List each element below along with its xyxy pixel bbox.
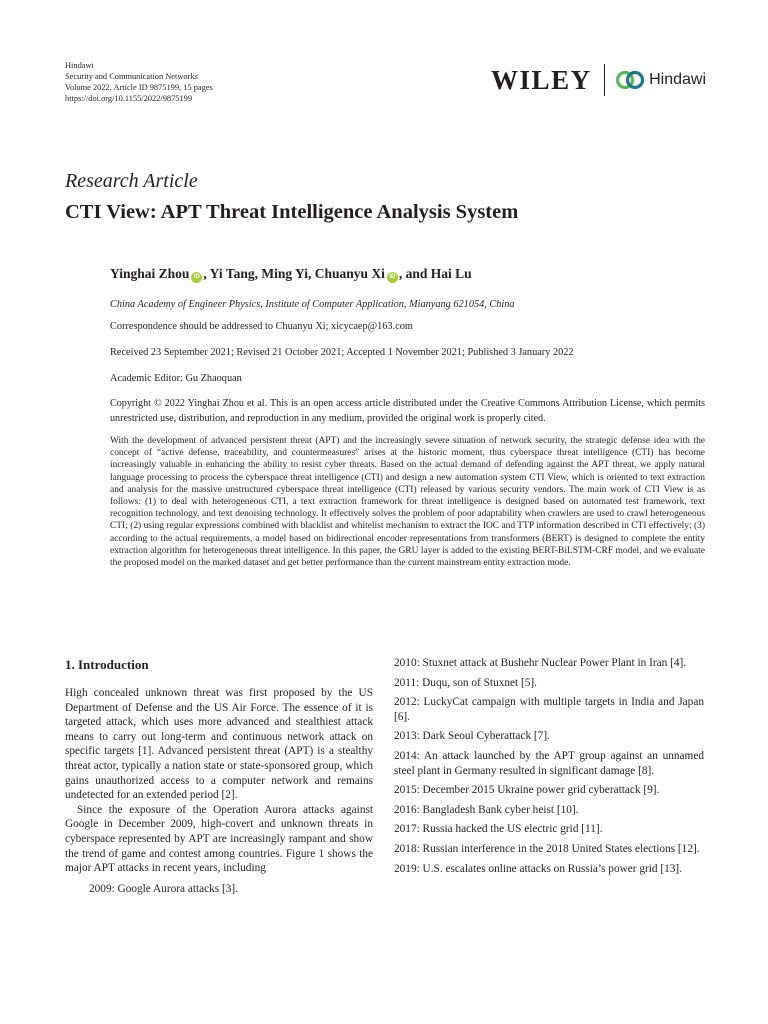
author-name[interactable]: Yinghai Zhou	[110, 266, 190, 281]
article-type: Research Article	[65, 170, 198, 192]
hindawi-logo-text: Hindawi	[649, 71, 706, 88]
copyright-notice: Copyright © 2022 Yinghai Zhou et al. This is an open access article distributed under the Creative Commons Attribution License, which permits unrestricted use, distribution, and reproduction in any medium, provided the original work is properly cited.	[110, 398, 705, 424]
abstract: With the development of advanced persistent threat (APT) and the increasingly severe situation of network security, the strategic defense idea with the concept of “active defense, traceability, and countermeasures” arises at the historic moment, thus cyberspace threat intelligence (CTI) has become increasingly valuable in enhancing the ability to resist cyber threats. Based on the actual demand of defending against the APT threat, we apply natural language processing to process the cyberspace threat intelligence (CTI) and design a new automation system CTI View, which is oriented to text extraction and analysis for the massive unstructured cyberspace threat intelligence (CTI) released by various security vendors. The main work of CTI View is as follows: (1) to deal with heterogeneous CTI, a text extraction framework for threat intelligence is designed based on automated test framework, text recognition technology, and text denoising technology. It effectively solves the problem of poor adaptability when crawlers are used to crawl heterogeneous CTI; (2) using regular expressions combined with blacklist and whitelist mechanism to extract the IOC and TTP information described in CTI effectively; (3) according to the actual requirements, a model based on bidirectional encoder representations from transformers (BERT) is designed to complete the entity extraction algorithm for heterogeneous threat intelligence. In this paper, the GRU layer is added to the existing BERT-BiLSTM-CRF model, and we evaluate the proposed model on the marked dataset and get better performance than the current mainstream entity extraction mode.	[110, 436, 705, 569]
timeline-entry: 2009: Google Aurora attacks [3].	[89, 882, 239, 895]
orcid-icon[interactable]: iD	[191, 272, 202, 283]
intro-paragraph: Since the exposure of the Operation Aurora attacks against Google in December 2009, high-covert and unknown threats in cyberspace represented by APT are increasingly rampant and show the trend of game and contest among countries. Figure 1 shows the major APT attacks in recent years, including	[65, 803, 373, 875]
publisher-name: Hindawi	[65, 61, 94, 70]
timeline-entry: 2017: Russia hacked the US electric grid [11].	[394, 823, 603, 836]
publication-dates: Received 23 September 2021; Revised 21 October 2021; Accepted 1 November 2021; Published 3 January 2022	[110, 347, 574, 358]
timeline-entry: 2016: Bangladesh Bank cyber heist [10].	[394, 803, 579, 816]
correspondence: Correspondence should be addressed to Chuanyu Xi; xicycaep@163.com	[110, 321, 413, 332]
timeline-entry: 2010: Stuxnet attack at Bushehr Nuclear Power Plant in Iran [4].	[394, 657, 687, 669]
doi-link[interactable]: https://doi.org/10.1155/2022/9875199	[65, 94, 193, 103]
author-list	[110, 266, 472, 283]
orcid-icon[interactable]: iD	[387, 272, 398, 283]
timeline-entry: 2014: An attack launched by the APT group against an unnamed steel plant in Germany resulted in significant damage [8].	[394, 749, 704, 777]
intro-paragraph: High concealed unknown threat was first proposed by the US Department of Defense and the US Air Force. The essence of it is targeted attack, which uses more advanced and stealthiest attack means to carry out long-term and continuous network attack on specific targets [1]. Advanced persistent threat (APT) is a stealthy threat actor, typically a nation state or state-sponsored group, which gains unauthorized access to a computer network and remains undetected for an extended period [2].	[65, 687, 373, 802]
timeline-entry: 2019: U.S. escalates online attacks on Russia’s power grid [13].	[394, 862, 683, 875]
timeline-entry: 2018: Russian interference in the 2018 United States elections [12].	[394, 842, 700, 855]
left-column	[65, 686, 373, 896]
academic-editor: Academic Editor: Gu Zhaoquan	[110, 373, 242, 384]
author-names: , and Hai Lu	[398, 266, 472, 281]
timeline-entry: 2012: LuckyCat campaign with multiple targets in India and Japan [6].	[394, 696, 704, 723]
timeline-entry: 2015: December 2015 Ukraine power grid cyberattack [9].	[394, 784, 660, 797]
right-column	[394, 656, 704, 881]
publisher-logos	[491, 64, 706, 96]
author-names: , Yi Tang, Ming Yi, Chuanyu Xi	[203, 266, 385, 281]
journal-name: Security and Communication Networks	[65, 72, 198, 81]
volume-info: Volume 2022, Article ID 9875199, 15 pages	[65, 83, 213, 92]
article-title: CTI View: APT Threat Intelligence Analysis System	[65, 201, 519, 223]
timeline-entry: 2013: Dark Seoul Cyberattack [7].	[394, 730, 550, 743]
logo-divider	[604, 64, 606, 96]
section-heading-introduction: 1. Introduction	[65, 657, 149, 672]
journal-header	[65, 60, 213, 104]
wiley-logo: WILEY	[491, 64, 592, 95]
hindawi-logo-icon	[615, 69, 645, 91]
affiliation: China Academy of Engineer Physics, Institute of Computer Application, Mianyang 621054, China	[110, 299, 515, 310]
timeline-entry: 2011: Duqu, son of Stuxnet [5].	[394, 676, 537, 689]
